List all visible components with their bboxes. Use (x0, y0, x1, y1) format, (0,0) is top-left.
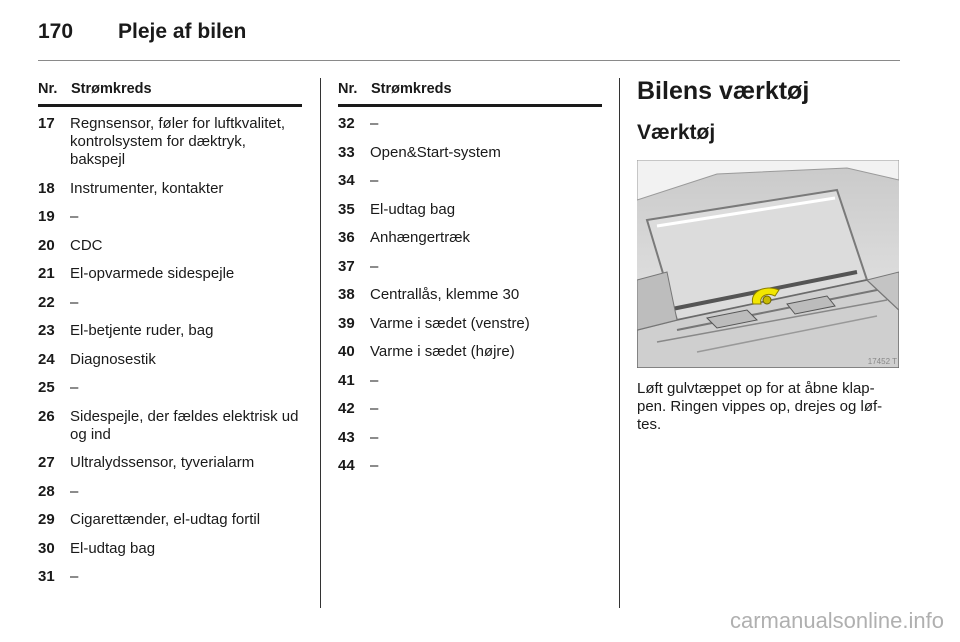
fuse-number: 24 (38, 350, 55, 368)
circuit-name: Regnsensor, føler for luftkvalitet, kontrolsystem for dæktryk, bakspejl (70, 115, 286, 168)
fuse-number: 44 (338, 457, 355, 474)
fuse-number: 39 (338, 314, 355, 332)
watermark: carmanualsonline.info (729, 608, 944, 633)
page-title: Pleje af bilen (118, 20, 247, 43)
table-row (338, 258, 602, 276)
circuit-name: Ultralydssensor, tyverialarm (70, 454, 255, 471)
fuse-number: 36 (338, 229, 355, 246)
fuse-number: 40 (338, 343, 355, 360)
fuse-number: 31 (38, 568, 55, 585)
column-divider-1 (320, 78, 321, 608)
fuse-number: 26 (38, 407, 55, 425)
fuse-number: 37 (338, 257, 355, 275)
fuse-number: 25 (38, 379, 55, 396)
table-row (338, 315, 602, 333)
circuit-name: – (70, 482, 79, 500)
circuit-name: – (370, 172, 379, 189)
fuse-number: 32 (338, 115, 355, 132)
circuit-name: El-betjente ruder, bag (70, 322, 214, 339)
table-rows (338, 107, 602, 475)
instruction-text: Løft gulvtæppet op for at åbne klap-pen. Ringen vippes op, drejes og løf-tes. (637, 380, 883, 433)
table-row (38, 568, 302, 586)
table-row (38, 208, 302, 226)
trunk-illustration (637, 160, 899, 368)
table-row (38, 379, 302, 397)
circuit-name: Instrumenter, kontakter (70, 179, 224, 197)
table-row (38, 408, 302, 444)
page-number: 170 (38, 20, 74, 43)
circuit-name: Sidespejle, der fældes elektrisk ud og ind (70, 407, 299, 443)
fuse-number: 17 (38, 115, 55, 132)
table-row (338, 201, 602, 219)
table-rows (38, 107, 302, 586)
circuit-name: El-udtag bag (370, 200, 456, 218)
fuse-number: 38 (338, 286, 355, 303)
fuse-number: 42 (338, 400, 355, 417)
circuit-name: – (370, 257, 379, 275)
fuse-number: 41 (338, 371, 355, 389)
fuse-number: 35 (338, 200, 355, 218)
fuse-number: 19 (38, 208, 55, 225)
fuse-table-right (338, 78, 602, 486)
circuit-name: – (70, 208, 79, 225)
header-circuit: Strømkreds (371, 81, 452, 97)
table-row (338, 286, 602, 304)
table-header (338, 78, 602, 107)
table-row (38, 237, 302, 255)
table-row (338, 229, 602, 247)
fuse-number: 18 (38, 179, 55, 197)
table-row (338, 172, 602, 190)
table-row (338, 429, 602, 447)
table-row (338, 144, 602, 162)
page-header (38, 14, 900, 61)
circuit-name: – (70, 293, 79, 311)
header-nr: Nr. (38, 81, 58, 97)
table-row (38, 540, 302, 558)
table-row (338, 457, 602, 475)
circuit-name: – (70, 379, 79, 396)
circuit-name: Centrallås, klemme 30 (370, 286, 520, 303)
section-title: Bilens værktøj (637, 77, 810, 105)
table-row (338, 400, 602, 418)
circuit-name: – (70, 568, 79, 585)
circuit-name: Diagnosestik (70, 350, 156, 368)
circuit-name: Open&Start-system (370, 143, 501, 161)
table-row (38, 454, 302, 472)
table-row (38, 483, 302, 501)
fuse-number: 20 (38, 236, 55, 254)
table-row (38, 351, 302, 369)
table-header (38, 78, 302, 107)
circuit-name: El-udtag bag (70, 539, 156, 557)
table-row (38, 322, 302, 340)
circuit-name: – (370, 428, 379, 446)
table-row (38, 294, 302, 312)
table-row (338, 115, 602, 133)
tools-section (637, 76, 902, 434)
circuit-name: – (370, 371, 379, 389)
figure-code: 17452 T (867, 357, 897, 366)
circuit-name: El-opvarmede sidespejle (70, 265, 235, 282)
table-row (38, 180, 302, 198)
fuse-number: 33 (338, 143, 355, 161)
table-row (338, 372, 602, 390)
fuse-table-left (38, 78, 302, 597)
circuit-name: – (370, 457, 379, 474)
table-row (38, 511, 302, 529)
section-subtitle: Værktøj (637, 121, 716, 144)
fuse-number: 34 (338, 172, 355, 189)
circuit-name: Varme i sædet (venstre) (370, 314, 530, 332)
fuse-number: 22 (38, 293, 55, 311)
fuse-number: 23 (38, 322, 55, 339)
fuse-number: 43 (338, 428, 355, 446)
circuit-name: Varme i sædet (højre) (370, 343, 515, 360)
fuse-number: 30 (38, 539, 55, 557)
circuit-name: – (370, 400, 379, 417)
table-row (38, 265, 302, 283)
table-row (38, 115, 302, 169)
fuse-number: 29 (38, 511, 55, 528)
header-circuit: Strømkreds (71, 81, 152, 97)
table-row (338, 343, 602, 361)
trunk-floor-drawing (637, 160, 899, 368)
circuit-name: CDC (70, 236, 103, 254)
fuse-number: 28 (38, 482, 55, 500)
column-divider-2 (619, 78, 620, 608)
fuse-number: 27 (38, 454, 55, 471)
circuit-name: – (370, 115, 379, 132)
header-nr: Nr. (338, 81, 358, 97)
circuit-name: Anhængertræk (370, 229, 471, 246)
fuse-number: 21 (38, 265, 55, 282)
circuit-name: Cigarettænder, el-udtag fortil (70, 511, 261, 528)
